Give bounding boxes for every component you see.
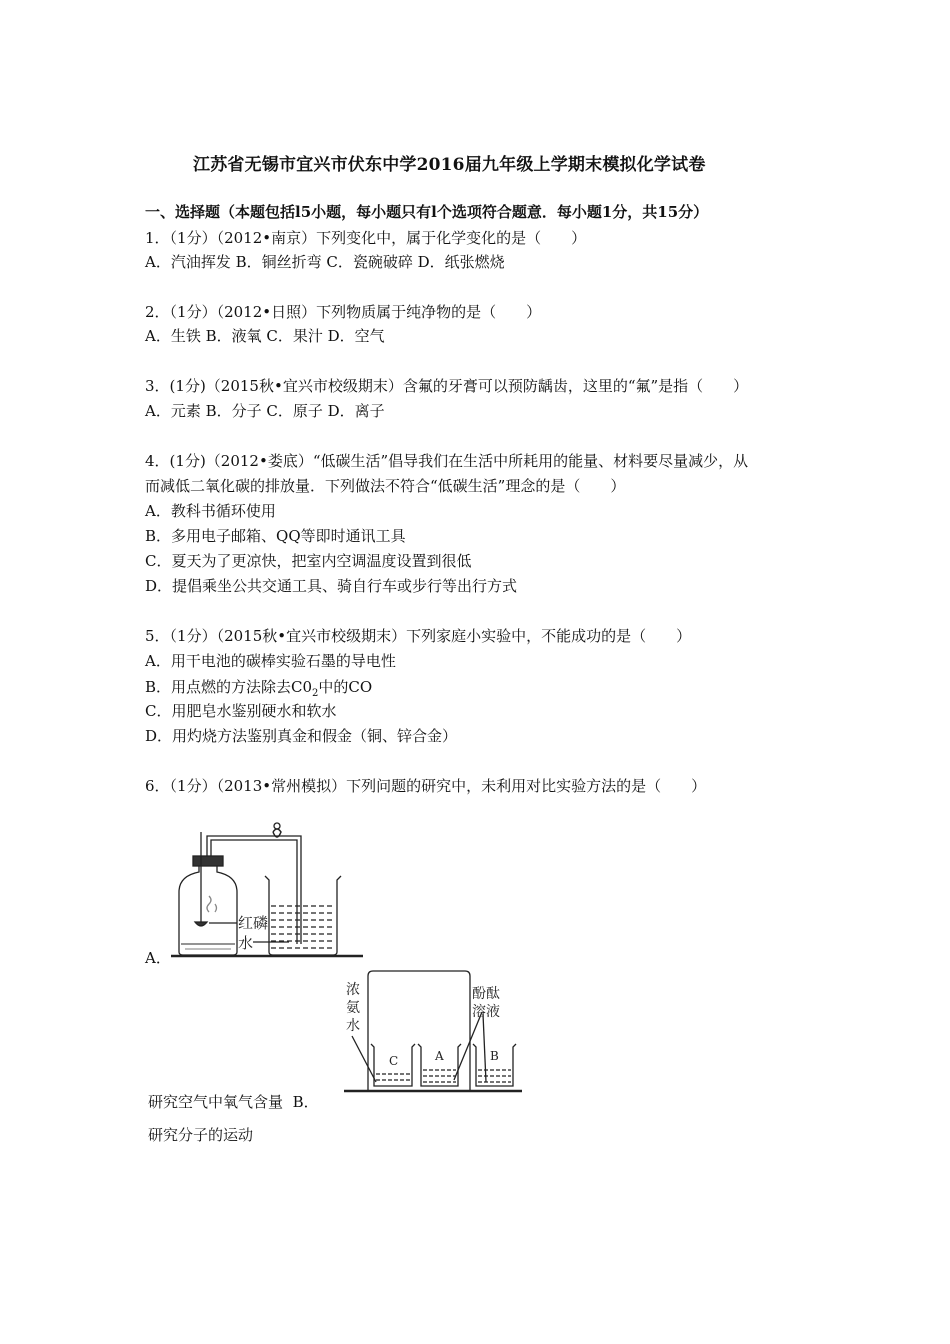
q2-options: A．生铁 B．液氧 C．果汁 D．空气 bbox=[145, 327, 385, 345]
figure-b-apparatus bbox=[340, 966, 525, 1094]
q6-option-a-label: A． bbox=[145, 949, 171, 967]
label-ammonia-2: 氨 bbox=[346, 1000, 360, 1016]
q4-stem-line2: 而减低二氧化碳的排放量．下列做法不符合“低碳生活”理念的是（ ） bbox=[145, 477, 626, 495]
figure-a-apparatus bbox=[165, 812, 365, 962]
q3-options: A．元素 B．分子 C．原子 D．离子 bbox=[145, 402, 385, 420]
q4-option-c: C．夏天为了更凉快，把室内空调温度设置到很低 bbox=[145, 552, 472, 570]
q1-stem: 1．（1分）（2012•南京）下列变化中，属于化学变化的是（ ） bbox=[145, 229, 587, 247]
q4-option-d: D．提倡乘坐公共交通工具、骑自行车或步行等出行方式 bbox=[145, 577, 518, 595]
q5-option-b-post: 中的CO bbox=[318, 678, 373, 696]
q6-option-b-label: B． bbox=[292, 1093, 319, 1111]
q4-option-b: B．多用电子邮箱、QQ等即时通讯工具 bbox=[145, 527, 406, 545]
label-red-phosphorus: 红磷 bbox=[238, 914, 269, 932]
q5-stem: 5．（1分）（2015秋•宜兴市校级期末）下列家庭小实验中，不能成功的是（ ） bbox=[145, 627, 692, 645]
q4-option-a: A．教科书循环使用 bbox=[145, 502, 276, 520]
q6-option-b-text: 研究分子的运动 bbox=[148, 1126, 254, 1144]
q5-option-b-pre: B．用点燃的方法除去C0 bbox=[145, 678, 313, 696]
label-water: 水 bbox=[238, 934, 254, 952]
q6-option-a-desc: 研究空气中氧气含量 bbox=[148, 1093, 284, 1111]
q4-stem-line1: 4．(1分)（2012•娄底）“低碳生活”倡导我们在生活中所耗用的能量、材料要尽量减少，从 bbox=[145, 452, 749, 470]
beaker-a-label: A bbox=[435, 1049, 444, 1063]
q6-option-a-text bbox=[148, 1091, 319, 1112]
section-heading: 一、选择题（本题包括l5小题，每小题只有l个选项符合题意．每小题1分，共15分） bbox=[145, 203, 709, 221]
beaker-b-label: B bbox=[490, 1049, 499, 1063]
q3-stem: 3．(1分)（2015秋•宜兴市校级期末）含氟的牙膏可以预防龋齿，这里的“氟”是指（ ） bbox=[145, 377, 749, 395]
q5-option-a: A．用干电池的碳棒实验石墨的导电性 bbox=[145, 652, 396, 670]
label-ammonia-3: 水 bbox=[346, 1018, 360, 1034]
label-phenolphthalein-2: 溶液 bbox=[472, 1004, 500, 1020]
q5-option-c: C．用肥皂水鉴别硬水和软水 bbox=[145, 702, 337, 720]
label-ammonia-1: 浓 bbox=[346, 982, 360, 998]
q5-option-b bbox=[145, 676, 372, 699]
q1-options: A．汽油挥发 B．铜丝折弯 C．瓷碗破碎 D．纸张燃烧 bbox=[145, 253, 505, 271]
q2-stem: 2．（1分）（2012•日照）下列物质属于纯净物的是（ ） bbox=[145, 303, 542, 321]
page-title: 江苏省无锡市宜兴市伏东中学2016届九年级上学期末模拟化学试卷 bbox=[193, 155, 706, 175]
beaker-c-label: C bbox=[389, 1054, 399, 1068]
q6-stem: 6．（1分）（2013•常州模拟）下列问题的研究中，未利用对比实验方法的是（ ） bbox=[145, 777, 707, 795]
label-phenolphthalein-1: 酚酞 bbox=[472, 986, 500, 1002]
q5-option-b-sub: 2 bbox=[312, 688, 319, 699]
q5-option-d: D．用灼烧方法鉴别真金和假金（铜、锌合金） bbox=[145, 727, 458, 745]
